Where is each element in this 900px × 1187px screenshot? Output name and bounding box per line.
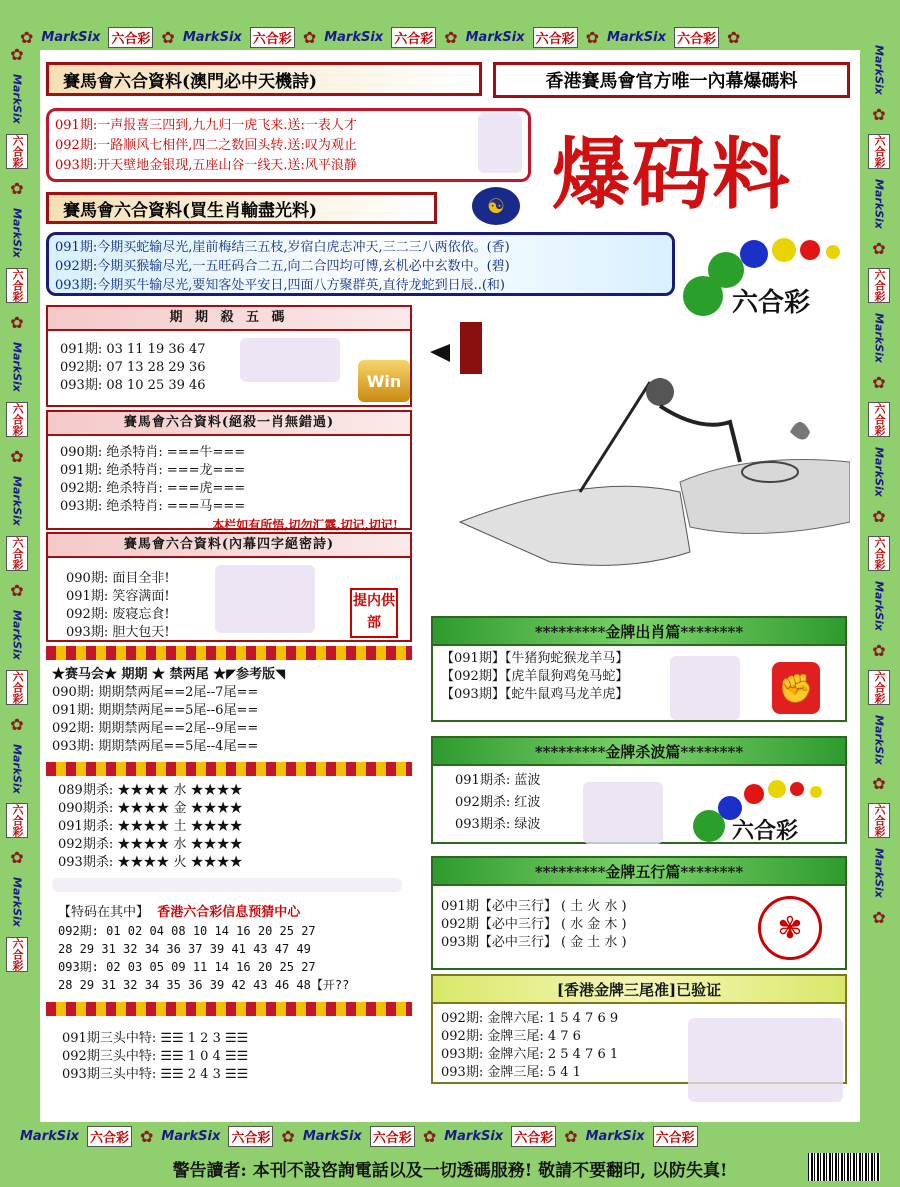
marksix-logo: MarkSix: [465, 29, 525, 45]
dot-icon: [744, 784, 764, 804]
data-row: 092期【必中三行】 ( 水 金 木 ): [441, 917, 627, 932]
dot-icon: [826, 245, 840, 259]
lhc-logo: 六合彩: [6, 268, 28, 303]
gold-five-title: *********金牌五行篇********: [431, 856, 847, 886]
data-row: 【092期】【虎羊鼠狗鸡兔马蛇】: [441, 669, 629, 684]
blurred-area: [583, 782, 663, 844]
data-row: 091期: 笑容满面!: [66, 589, 170, 604]
data-row: 092期: 金牌三尾: 4 7 6: [441, 1029, 581, 1044]
marksix-logo: MarkSix: [324, 29, 384, 45]
marksix-logo: MarkSix: [444, 1128, 504, 1144]
lhc-logo: 六合彩: [6, 536, 28, 571]
lhc-logo: 六合彩: [228, 1126, 273, 1147]
lhc-logo: 六合彩: [511, 1126, 556, 1147]
note-text: 本栏如有所悟,切勿汇露,切记,切记!: [212, 518, 398, 532]
blurred-area: [52, 878, 402, 892]
flower-icon: ✿: [564, 1126, 578, 1146]
gold-tail-title: [香港金牌三尾准]已验证: [431, 974, 847, 1004]
barcode-icon: [808, 1153, 880, 1181]
marksix-logo: MarkSix: [10, 743, 24, 794]
poem-line: 092期:一路顺风七相伴,四二之数回头转.送:叹为观止: [55, 138, 357, 153]
marksix-logo: MarkSix: [10, 207, 24, 258]
data-row: 092期杀: ★★★★ 水 ★★★★: [58, 837, 243, 852]
data-row: 093期: 金牌六尾: 2 5 4 7 6 1: [441, 1047, 619, 1062]
marksix-logo: MarkSix: [872, 178, 886, 229]
marksix-logo: MarkSix: [302, 1128, 362, 1144]
flower-icon: ✿: [872, 372, 886, 392]
poem-box: [46, 108, 531, 182]
lhc-logo: 六合彩: [6, 402, 28, 437]
zodiac-line: 092期:今期买猴输尽光,一五旺码合二五,向二合四均可博,玄机必中玄数中。(碧): [55, 259, 510, 274]
data-row: 090期杀: ★★★★ 金 ★★★★: [58, 801, 243, 816]
data-row: 093期: 08 10 25 39 46: [60, 378, 206, 393]
lhc-word: 六合彩: [732, 818, 799, 844]
data-row: 093期: 绝杀特肖: ===马===: [60, 499, 246, 514]
data-row: 093期三头中特: ☰☰ 2 4 3 ☰☰: [62, 1067, 249, 1082]
data-row: 091期杀: 蓝波: [455, 773, 541, 788]
flower-icon: ✿: [422, 1126, 437, 1146]
data-row: 090期: 面目全非!: [66, 571, 170, 586]
data-row: 091期: 绝杀特肖: ===龙===: [60, 463, 246, 478]
data-row: 092期: 废寝忘食!: [66, 607, 170, 622]
data-row: 091期: 03 11 19 36 47: [60, 342, 206, 357]
zodiac-box: [46, 232, 675, 296]
panel-title: 賽馬會六合資料(內幕四字絕密詩): [48, 534, 410, 558]
data-row: 093期: 胆大包天!: [66, 625, 170, 640]
crab-icon: [790, 422, 810, 440]
gold-wave-title: *********金牌杀波篇********: [431, 736, 847, 766]
data-row: 091期: 期期禁两尾==5尾--6尾==: [52, 703, 259, 718]
lhc-logo: 六合彩: [87, 1126, 132, 1147]
data-row: 092期三头中特: ☰☰ 1 0 4 ☰☰: [62, 1049, 249, 1064]
left-border-strip: [6, 45, 28, 1125]
flower-icon: ✿: [444, 27, 458, 47]
lhc-word: 六合彩: [732, 288, 811, 318]
flower-icon: ✿: [10, 580, 24, 600]
right-border-strip: [868, 45, 890, 1125]
zodiac-header: 賽馬會六合資料(買生肖輸盡光料): [46, 192, 437, 224]
marksix-logo: MarkSix: [872, 45, 886, 95]
win-badge: Win: [358, 360, 410, 402]
data-row: 【093期】【蛇牛鼠鸡马龙羊虎】: [441, 687, 629, 702]
flower-icon: ✿: [872, 506, 886, 526]
zodiac-line: 093期:今期买牛输尽光,要知客处平安日,四面八方聚群英,直待龙蛇到日辰..(和): [55, 278, 505, 293]
data-row: 092期: 期期禁两尾==2尾--9尾==: [52, 721, 259, 736]
flower-icon: ✿: [10, 45, 24, 64]
zigzag-divider: [46, 1002, 412, 1016]
flower-icon: ✿: [140, 1126, 154, 1146]
marksix-logo: MarkSix: [161, 1128, 221, 1144]
flower-icon: ✿: [872, 238, 886, 258]
dot-icon: [740, 240, 768, 268]
macau-poem-header: 賽馬會六合資料(澳門必中天機詩): [46, 62, 482, 96]
flower-icon: ✿: [10, 178, 24, 198]
flower-icon: ✿: [20, 27, 34, 47]
elements-section: [58, 782, 408, 872]
lhc-logo: 六合彩: [108, 27, 153, 48]
lhc-logo: 六合彩: [250, 27, 295, 48]
lhc-logo: 六合彩: [868, 134, 890, 169]
marksix-logo: MarkSix: [872, 714, 886, 765]
lhc-logo: 六合彩: [868, 803, 890, 838]
flower-icon: ✿: [281, 1126, 295, 1146]
marksix-logo: MarkSix: [10, 341, 24, 392]
data-row: 【091期】【牛猪狗蛇猴龙羊马】: [441, 651, 629, 666]
blurred-area: [670, 656, 740, 720]
flower-icon: ✿: [872, 774, 886, 794]
dot-icon: [800, 240, 820, 260]
marksix-logo: MarkSix: [20, 1128, 79, 1144]
official-header: 香港賽馬會官方唯一內幕爆碼料: [493, 62, 850, 98]
zigzag-divider: [46, 646, 412, 660]
seal-icon: [460, 322, 482, 374]
data-row: 092期: 07 13 28 29 36: [60, 360, 206, 375]
lhc-logo: 六合彩: [370, 1126, 415, 1147]
data-row: 28 29 31 32 34 35 36 39 42 43 46 48【开??: [58, 978, 350, 992]
bauhinia-emblem-icon: ✾: [758, 896, 822, 960]
lhc-logo: 六合彩: [868, 670, 890, 705]
flower-icon: ✿: [10, 714, 24, 734]
three-head-section: [62, 1030, 402, 1084]
dot-icon: [693, 810, 725, 842]
blurred-area: [215, 565, 315, 633]
internal-stamp: 提内供部: [350, 588, 398, 638]
bottom-border-strip: [20, 1125, 880, 1147]
lhc-logo: 六合彩: [653, 1126, 698, 1147]
dot-icon: [683, 276, 723, 316]
marksix-logo: MarkSix: [872, 848, 886, 899]
marksix-logo: MarkSix: [10, 74, 24, 124]
special-section: [58, 904, 410, 994]
thumbs-up-icon: ✊: [772, 662, 820, 714]
blurred-area: [688, 1018, 843, 1102]
marksix-logo: MarkSix: [872, 580, 886, 631]
poem-line: 093期:开天壁地金银现,五座山谷一线天.送:风平浪静: [55, 158, 357, 173]
flower-icon: ✿: [872, 640, 886, 660]
zigzag-divider: [46, 762, 412, 776]
data-row: 091期杀: ★★★★ 土 ★★★★: [58, 819, 243, 834]
data-row: 093期【必中三行】 ( 金 土 水 ): [441, 935, 627, 950]
flower-icon: ✿: [872, 104, 886, 124]
ink-illustration: [430, 322, 850, 612]
lhc-logo: 六合彩: [868, 402, 890, 437]
flower-icon: ✿: [585, 27, 600, 47]
section-head: [58, 904, 410, 922]
poem-line: 091期:一声报喜三四到,九九归一虎飞来.送:一表人才: [55, 118, 357, 133]
tails-section: [52, 666, 408, 756]
flower-icon: ✿: [872, 908, 886, 928]
flower-icon: ✿: [10, 446, 24, 466]
dot-icon: [768, 780, 786, 798]
blurred-area: [240, 338, 340, 382]
data-row: 093期: 期期禁两尾==5尾--4尾==: [52, 739, 259, 754]
lhc-logo: 六合彩: [868, 536, 890, 571]
big-title: 爆码料: [552, 130, 793, 220]
marksix-logo: MarkSix: [872, 312, 886, 363]
lhc-logo: 六合彩: [6, 134, 28, 169]
pointer-icon: [430, 344, 450, 362]
lhc-logo: 六合彩: [6, 803, 28, 838]
data-row: 091期三头中特: ☰☰ 1 2 3 ☰☰: [62, 1031, 249, 1046]
flower-icon: ✿: [161, 27, 175, 47]
data-row: 093期杀: ★★★★ 火 ★★★★: [58, 855, 243, 870]
data-row: 092期: 金牌六尾: 1 5 4 7 6 9: [441, 1011, 619, 1026]
marksix-logo: MarkSix: [10, 877, 24, 928]
special-head: 【特码在其中】: [58, 905, 150, 920]
special-head-red: 香港六合彩信息预猜中心: [157, 905, 301, 920]
lhc-logo: 六合彩: [674, 27, 719, 48]
marksix-logo: MarkSix: [585, 1128, 645, 1144]
flower-icon: ✿: [10, 848, 24, 868]
gold-zodiac-title: *********金牌出肖篇********: [431, 616, 847, 646]
flower-icon: ✿: [10, 312, 24, 332]
dot-icon: [810, 786, 822, 798]
fish-emblem-icon: ☯: [472, 187, 520, 225]
blurred-area: [478, 113, 522, 173]
marksix-logo: MarkSix: [10, 609, 24, 660]
flower-icon: ✿: [302, 27, 317, 47]
panel-title: 賽馬會六合資料(絕殺一肖無錯過): [48, 412, 410, 436]
kill-one-panel: [46, 410, 412, 530]
data-row: 089期杀: ★★★★ 水 ★★★★: [58, 783, 243, 798]
data-row: 093期: 02 03 05 09 11 14 16 20 25 27: [58, 960, 316, 974]
data-row: 093期杀: 绿波: [455, 817, 541, 832]
fisherman-drawing: [430, 322, 850, 612]
data-row: 091期【必中三行】 ( 土 火 水 ): [441, 899, 627, 914]
marksix-logo: MarkSix: [182, 29, 242, 45]
data-row: 092期杀: 红波: [455, 795, 541, 810]
lhc-logo: 六合彩: [391, 27, 436, 48]
marksix-logo: MarkSix: [10, 475, 24, 526]
marksix-logo: MarkSix: [607, 29, 667, 45]
lhc-logo: 六合彩: [6, 670, 28, 705]
lhc-logo: 六合彩: [533, 27, 578, 48]
section-head: ★赛马会★ 期期 ★ 禁两尾 ★◤参考版◥: [52, 667, 286, 682]
lhc-logo: 六合彩: [868, 268, 890, 303]
dot-icon: [790, 782, 804, 796]
lhc-logo: 六合彩: [6, 937, 28, 972]
data-row: 28 29 31 32 34 36 37 39 41 43 47 49: [58, 942, 311, 956]
marksix-logo: MarkSix: [872, 446, 886, 497]
data-row: 090期: 绝杀特肖: ===牛===: [60, 445, 246, 460]
dot-icon: [772, 238, 796, 262]
panel-title: 期 期 殺 五 碼: [48, 307, 410, 331]
zodiac-line: 091期:今期买蛇输尽光,崖前梅结三五枝,岁宿白虎志冲天,三二三八两依依。(香): [55, 240, 510, 255]
warning-footer: 警告讀者: 本刊不設咨詢電話以及一切透碼服務! 敬請不要翻印, 以防失真!: [0, 1150, 900, 1187]
marksix-logo: MarkSix: [41, 29, 101, 45]
data-row: 092期: 绝杀特肖: ===虎===: [60, 481, 246, 496]
data-row: 092期: 01 02 04 08 10 14 16 20 25 27: [58, 924, 316, 938]
data-row: 093期: 金牌三尾: 5 4 1: [441, 1065, 581, 1080]
flower-icon: ✿: [727, 27, 741, 47]
data-row: 090期: 期期禁两尾==2尾--7尾==: [52, 685, 259, 700]
top-border-strip: [20, 26, 880, 48]
